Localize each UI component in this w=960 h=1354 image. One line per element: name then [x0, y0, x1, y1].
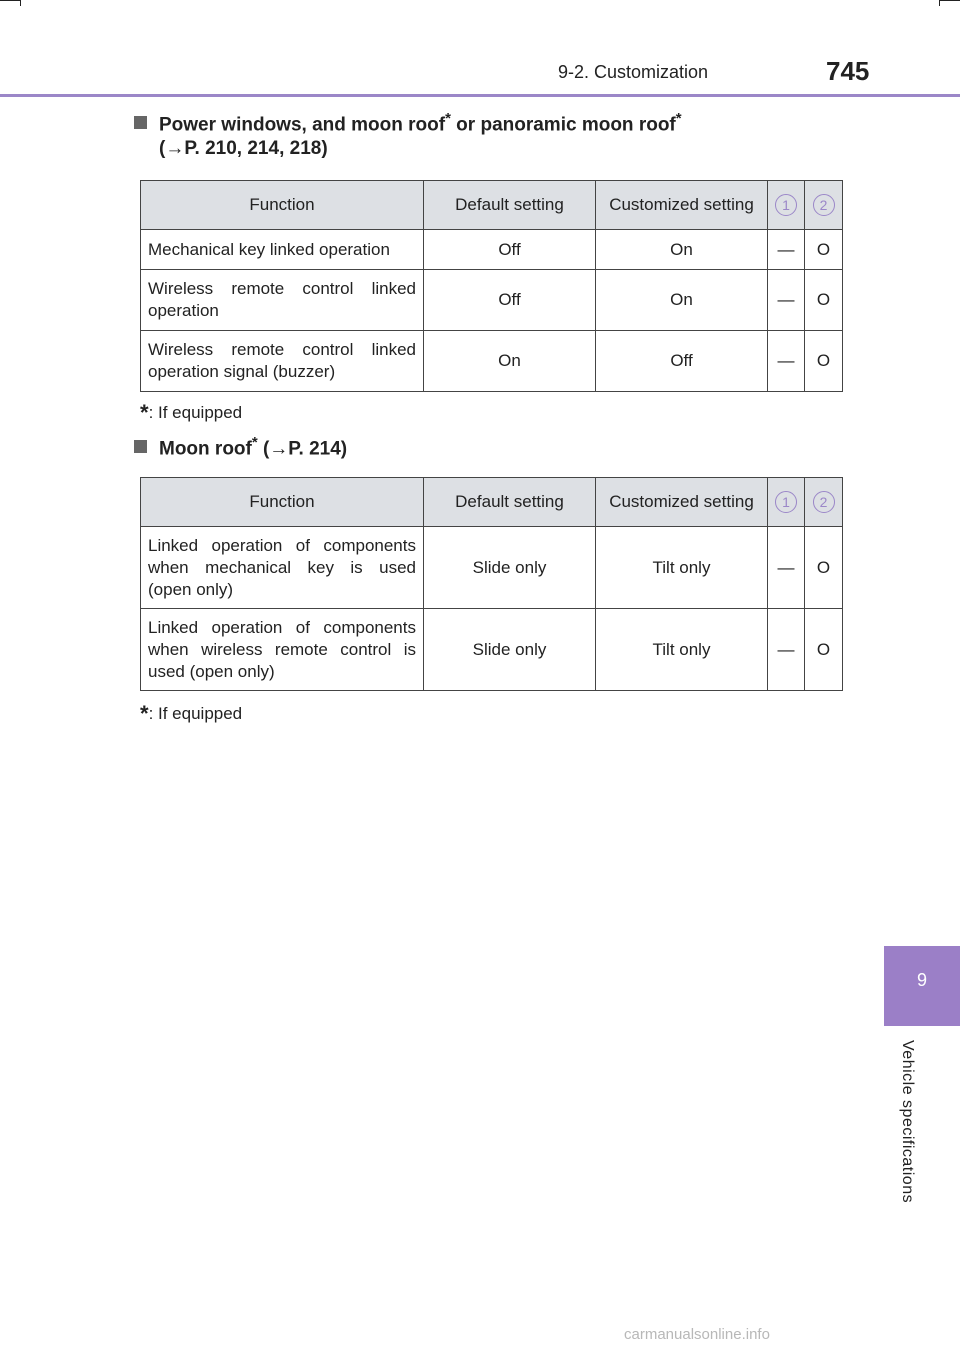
chapter-label: Vehicle specifications	[899, 1040, 916, 1204]
mark-cell-2: O	[805, 331, 843, 392]
default-cell: Slide only	[424, 609, 596, 691]
page-header	[0, 0, 960, 98]
custom-cell: On	[596, 230, 768, 270]
default-cell: Off	[424, 270, 596, 331]
table-row	[141, 230, 843, 270]
asterisk-mark: *	[140, 400, 149, 425]
function-cell: Linked operation of components when mechanical key is used (open only)	[141, 527, 424, 609]
custom-cell: Tilt only	[596, 609, 768, 691]
settings-table-power-windows	[140, 180, 843, 392]
function-cell: Wireless remote control linked operation	[141, 270, 424, 331]
header-rule	[0, 94, 960, 97]
column-header-1	[768, 478, 805, 527]
custom-cell: On	[596, 270, 768, 331]
column-header-2	[805, 478, 843, 527]
chapter-tab: 9	[884, 946, 960, 1026]
mark-cell-1: —	[768, 609, 805, 691]
number-circle-icon: 2	[813, 194, 835, 216]
asterisk-mark: *	[140, 701, 149, 726]
table-row	[141, 609, 843, 691]
footnote: *: If equipped	[140, 400, 243, 425]
number-circle-icon: 2	[813, 491, 835, 513]
mark-cell-2: O	[805, 270, 843, 331]
asterisk-mark: *	[675, 110, 682, 127]
square-bullet-icon	[134, 116, 147, 129]
column-header-customized: Customized setting	[596, 478, 768, 527]
page-reference: (→P. 214)	[257, 438, 348, 460]
square-bullet-icon	[134, 440, 147, 453]
section-heading-power-windows: Power windows, and moon roof* or panoramic moon roof*	[134, 110, 682, 136]
table-header-row	[141, 181, 843, 230]
column-header-function: Function	[141, 181, 424, 230]
table-row	[141, 331, 843, 392]
mark-cell-1: —	[768, 230, 805, 270]
mark-cell-1: —	[768, 527, 805, 609]
column-header-customized: Customized setting	[596, 181, 768, 230]
function-cell: Wireless remote control linked operation signal (buzzer)	[141, 331, 424, 392]
page-reference: (→P. 210, 214, 218)	[159, 138, 328, 159]
asterisk-mark: *	[445, 110, 451, 127]
watermark: carmanualsonline.info	[624, 1326, 770, 1343]
table-row	[141, 270, 843, 331]
default-cell: Off	[424, 230, 596, 270]
column-header-function: Function	[141, 478, 424, 527]
default-cell: On	[424, 331, 596, 392]
column-header-default: Default setting	[424, 478, 596, 527]
footnote: *: If equipped	[140, 701, 243, 726]
custom-cell: Off	[596, 331, 768, 392]
number-circle-icon: 1	[775, 491, 797, 513]
settings-table-moon-roof	[140, 477, 843, 691]
custom-cell: Tilt only	[596, 527, 768, 609]
section-heading-moon-roof: Moon roof* (→P. 214)	[134, 434, 347, 460]
column-header-default: Default setting	[424, 181, 596, 230]
page-number: 745	[826, 56, 870, 86]
asterisk-mark: *	[251, 434, 258, 451]
mark-cell-2: O	[805, 609, 843, 691]
table-row	[141, 527, 843, 609]
table-header-row	[141, 478, 843, 527]
mark-cell-2: O	[805, 230, 843, 270]
number-circle-icon: 1	[775, 194, 797, 216]
function-cell: Mechanical key linked operation	[141, 230, 424, 270]
mark-cell-1: —	[768, 331, 805, 392]
column-header-1	[768, 181, 805, 230]
mark-cell-1: —	[768, 270, 805, 331]
function-cell: Linked operation of components when wireless remote control is used (open only)	[141, 609, 424, 691]
section-title: 9-2. Customization	[558, 62, 709, 82]
column-header-2	[805, 181, 843, 230]
mark-cell-2: O	[805, 527, 843, 609]
default-cell: Slide only	[424, 527, 596, 609]
